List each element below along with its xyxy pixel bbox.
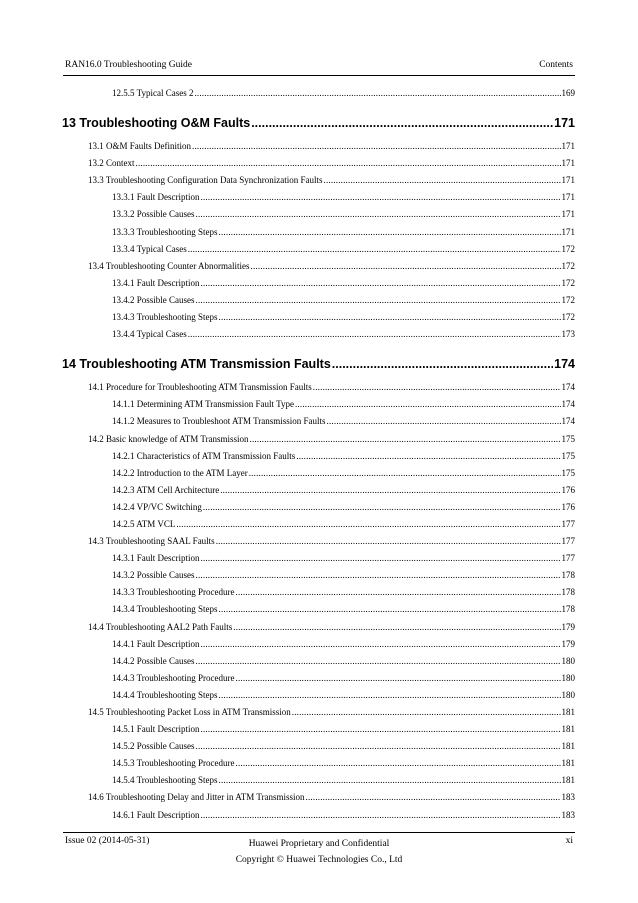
toc-entry-title: 13.1 O&M Faults Definition xyxy=(88,141,191,152)
toc-entry-title: 13.4.2 Possible Causes xyxy=(112,294,195,305)
toc-entry-title: 14.6 Troubleshooting Delay and Jitter in ATM Transmission xyxy=(88,792,305,803)
toc-entry[interactable] xyxy=(62,382,575,399)
toc-entry-title: 13.4 Troubleshooting Counter Abnormalities xyxy=(88,260,250,271)
toc-entry-title: 14.2.2 Introduction to the ATM Layer xyxy=(112,467,248,478)
toc-entry-page: 171 xyxy=(554,116,575,131)
toc-entry-title: 14.3.3 Troubleshooting Procedure xyxy=(112,587,235,598)
dot-leader xyxy=(236,673,561,683)
toc-entry-page: 181 xyxy=(561,707,575,717)
toc-entry[interactable] xyxy=(62,88,575,105)
dot-leader xyxy=(313,382,561,392)
toc-entry[interactable] xyxy=(62,792,575,809)
toc-entry-page: 172 xyxy=(561,277,575,288)
toc-entry-page: 172 xyxy=(561,294,575,305)
toc-entry[interactable] xyxy=(62,158,575,175)
toc-entry[interactable] xyxy=(62,553,575,570)
dot-leader xyxy=(332,357,553,371)
toc-entry-title: 13.3 Troubleshooting Configuration Data Synchronization Faults xyxy=(88,175,323,186)
toc-entry-page: 179 xyxy=(561,621,575,632)
toc-entry-page: 180 xyxy=(561,672,575,683)
toc-entry-title: 14.5 Troubleshooting Packet Loss in ATM Transmission xyxy=(88,707,291,717)
toc-entry[interactable] xyxy=(62,468,575,485)
toc-entry[interactable] xyxy=(62,485,575,502)
toc-entry[interactable] xyxy=(62,570,575,587)
toc-entry[interactable] xyxy=(62,312,575,329)
toc-entry-title: 14.2 Basic knowledge of ATM Transmission xyxy=(88,433,249,444)
dot-leader xyxy=(194,88,560,98)
dot-leader xyxy=(295,399,561,409)
toc-entry-page: 181 xyxy=(561,724,575,735)
dot-leader xyxy=(327,416,561,426)
toc-entry[interactable] xyxy=(62,604,575,621)
dot-leader xyxy=(219,312,561,322)
dot-leader xyxy=(192,141,561,151)
toc-entry-title: 14.5.3 Troubleshooting Procedure xyxy=(112,758,235,769)
toc-entry-title: 14.5.2 Possible Causes xyxy=(112,741,195,752)
table-of-contents xyxy=(62,88,575,827)
dot-leader xyxy=(196,656,561,666)
toc-entry[interactable] xyxy=(62,775,575,792)
toc-entry[interactable] xyxy=(62,622,575,639)
toc-entry-title: 14.4.3 Troubleshooting Procedure xyxy=(112,672,235,683)
toc-entry-title: 14.2.3 ATM Cell Architecture xyxy=(112,484,220,495)
toc-entry[interactable] xyxy=(62,810,575,827)
toc-entry[interactable] xyxy=(62,690,575,707)
toc-entry[interactable] xyxy=(62,192,575,209)
dot-leader xyxy=(220,485,560,495)
toc-entry-page: 181 xyxy=(561,758,575,769)
toc-entry-page: 171 xyxy=(561,141,575,152)
dot-leader xyxy=(236,758,561,768)
toc-entry[interactable] xyxy=(62,451,575,468)
toc-entry-title: 14.4 Troubleshooting AAL2 Path Faults xyxy=(88,621,233,632)
toc-entry-page: 177 xyxy=(561,518,575,529)
toc-entry-title: 14.2.4 VP/VC Switching xyxy=(112,501,202,512)
toc-entry[interactable] xyxy=(62,656,575,673)
toc-entry[interactable] xyxy=(62,673,575,690)
toc-entry-page: 181 xyxy=(561,775,575,786)
toc-entry-page: 180 xyxy=(561,655,575,666)
toc-entry-title: 14.4.4 Troubleshooting Steps xyxy=(112,689,218,700)
toc-entry-page: 172 xyxy=(561,260,575,271)
dot-leader xyxy=(306,792,561,802)
dot-leader xyxy=(196,209,561,219)
toc-entry-page: 179 xyxy=(561,638,575,649)
toc-entry[interactable] xyxy=(62,227,575,244)
toc-entry-page: 169 xyxy=(561,88,575,98)
toc-entry-title: 14.5.4 Troubleshooting Steps xyxy=(112,775,218,786)
toc-entry[interactable] xyxy=(62,741,575,758)
page-footer xyxy=(63,832,575,873)
toc-chapter-entry[interactable] xyxy=(62,346,575,382)
toc-entry-page: 174 xyxy=(561,399,575,410)
dot-leader xyxy=(188,244,561,254)
toc-chapter-entry[interactable] xyxy=(62,105,575,141)
toc-entry-page: 178 xyxy=(561,570,575,581)
toc-entry-title: 14.2.1 Characteristics of ATM Transmission Faults xyxy=(112,450,296,461)
dot-leader xyxy=(196,295,561,305)
toc-entry-title: 14 Troubleshooting ATM Transmission Faults xyxy=(62,357,331,372)
dot-leader xyxy=(219,227,561,237)
dot-leader xyxy=(219,604,561,614)
toc-entry-title: 14.1.2 Measures to Troubleshoot ATM Transmission Faults xyxy=(112,416,326,427)
footer-notice xyxy=(63,836,575,868)
section-name: Contents xyxy=(539,60,573,70)
dot-leader xyxy=(296,451,560,461)
toc-entry-title: 14.1.1 Determining ATM Transmission Fault Type xyxy=(112,399,294,410)
dot-leader xyxy=(201,810,561,820)
toc-entry[interactable] xyxy=(62,416,575,433)
toc-entry[interactable] xyxy=(62,209,575,226)
toc-entry-page: 181 xyxy=(561,741,575,752)
toc-entry-title: 14.2.5 ATM VCL xyxy=(112,518,176,529)
page-header xyxy=(63,60,575,76)
toc-entry[interactable] xyxy=(62,329,575,346)
toc-entry-title: 14.3.4 Troubleshooting Steps xyxy=(112,604,218,615)
toc-entry[interactable] xyxy=(62,261,575,278)
toc-entry-page: 174 xyxy=(561,416,575,427)
toc-entry[interactable] xyxy=(62,724,575,741)
toc-entry-page: 176 xyxy=(561,501,575,512)
toc-entry[interactable] xyxy=(62,244,575,261)
toc-entry-title: 14.4.1 Fault Description xyxy=(112,638,200,649)
toc-entry-title: 12.5.5 Typical Cases 2 xyxy=(112,88,194,98)
toc-entry[interactable] xyxy=(62,502,575,519)
dot-leader xyxy=(201,553,561,563)
dot-leader xyxy=(236,587,561,597)
toc-entry-title: 13.3.4 Typical Cases xyxy=(112,243,187,254)
toc-entry[interactable] xyxy=(62,758,575,775)
toc-entry-title: 13.3.1 Fault Description xyxy=(112,192,200,203)
dot-leader xyxy=(201,724,561,734)
toc-entry-title: 13.2 Context xyxy=(88,158,135,169)
dot-leader xyxy=(201,639,561,649)
document-title: RAN16.0 Troubleshooting Guide xyxy=(65,60,192,70)
dot-leader xyxy=(251,116,553,130)
page-number: xi xyxy=(565,836,573,846)
toc-entry-title: 13.4.4 Typical Cases xyxy=(112,329,187,340)
toc-entry-page: 183 xyxy=(561,792,575,803)
dot-leader xyxy=(188,329,561,339)
toc-entry-page: 178 xyxy=(561,587,575,598)
toc-entry-page: 172 xyxy=(561,312,575,323)
toc-entry-title: 14.4.2 Possible Causes xyxy=(112,655,195,666)
toc-entry-title: 13.3.2 Possible Causes xyxy=(112,209,195,220)
toc-entry-title: 14.3 Troubleshooting SAAL Faults xyxy=(88,536,215,547)
toc-entry[interactable] xyxy=(62,587,575,604)
toc-entry-page: 174 xyxy=(561,382,575,393)
dot-leader xyxy=(196,570,561,580)
toc-entry[interactable] xyxy=(62,399,575,416)
toc-entry-page: 175 xyxy=(561,467,575,478)
toc-entry-title: 14.3.1 Fault Description xyxy=(112,553,200,564)
toc-entry[interactable] xyxy=(62,295,575,312)
toc-entry[interactable] xyxy=(62,707,575,724)
dot-leader xyxy=(292,707,561,717)
toc-entry-title: 13.4.1 Fault Description xyxy=(112,277,200,288)
toc-entry[interactable] xyxy=(62,519,575,536)
dot-leader xyxy=(250,434,561,444)
toc-entry[interactable] xyxy=(62,278,575,295)
toc-entry-page: 183 xyxy=(561,809,575,820)
dot-leader xyxy=(136,158,561,168)
dot-leader xyxy=(324,175,561,185)
dot-leader xyxy=(201,192,561,202)
toc-entry[interactable] xyxy=(62,639,575,656)
dot-leader xyxy=(196,741,561,751)
toc-entry-page: 176 xyxy=(561,484,575,495)
toc-entry-page: 178 xyxy=(561,604,575,615)
toc-entry-title: 13 Troubleshooting O&M Faults xyxy=(62,116,251,131)
toc-entry[interactable] xyxy=(62,536,575,553)
toc-entry-title: 14.1 Procedure for Troubleshooting ATM Transmission Faults xyxy=(88,382,312,393)
dot-leader xyxy=(201,278,561,288)
dot-leader xyxy=(216,536,561,546)
toc-entry-title: 14.6.1 Fault Description xyxy=(112,809,200,820)
copyright-notice: Copyright © Huawei Technologies Co., Ltd xyxy=(235,855,403,865)
issue-date: Issue 02 (2014-05-31) xyxy=(65,836,150,846)
toc-entry-title: 13.3.3 Troubleshooting Steps xyxy=(112,226,218,237)
toc-entry[interactable] xyxy=(62,141,575,158)
toc-entry-page: 180 xyxy=(561,689,575,700)
toc-entry-page: 171 xyxy=(561,175,575,186)
dot-leader xyxy=(176,519,560,529)
toc-entry-page: 175 xyxy=(561,450,575,461)
toc-entry-page: 171 xyxy=(561,158,575,169)
dot-leader xyxy=(251,261,561,271)
toc-entry-page: 171 xyxy=(561,192,575,203)
toc-entry-page: 175 xyxy=(561,433,575,444)
toc-entry-page: 171 xyxy=(561,209,575,220)
toc-entry-page: 177 xyxy=(561,553,575,564)
dot-leader xyxy=(233,622,560,632)
toc-entry-page: 171 xyxy=(561,226,575,237)
toc-entry-title: 14.3.2 Possible Causes xyxy=(112,570,195,581)
confidential-notice: Huawei Proprietary and Confidential xyxy=(248,839,390,849)
toc-entry-page: 177 xyxy=(561,536,575,547)
dot-leader xyxy=(219,775,561,785)
toc-entry-title: 13.4.3 Troubleshooting Steps xyxy=(112,312,218,323)
toc-entry[interactable] xyxy=(62,175,575,192)
toc-entry-page: 173 xyxy=(561,329,575,340)
toc-entry-page: 172 xyxy=(561,243,575,254)
dot-leader xyxy=(203,502,561,512)
toc-entry[interactable] xyxy=(62,434,575,451)
dot-leader xyxy=(249,468,561,478)
toc-entry-page: 174 xyxy=(554,357,575,372)
toc-entry-title: 14.5.1 Fault Description xyxy=(112,724,200,735)
dot-leader xyxy=(219,690,561,700)
